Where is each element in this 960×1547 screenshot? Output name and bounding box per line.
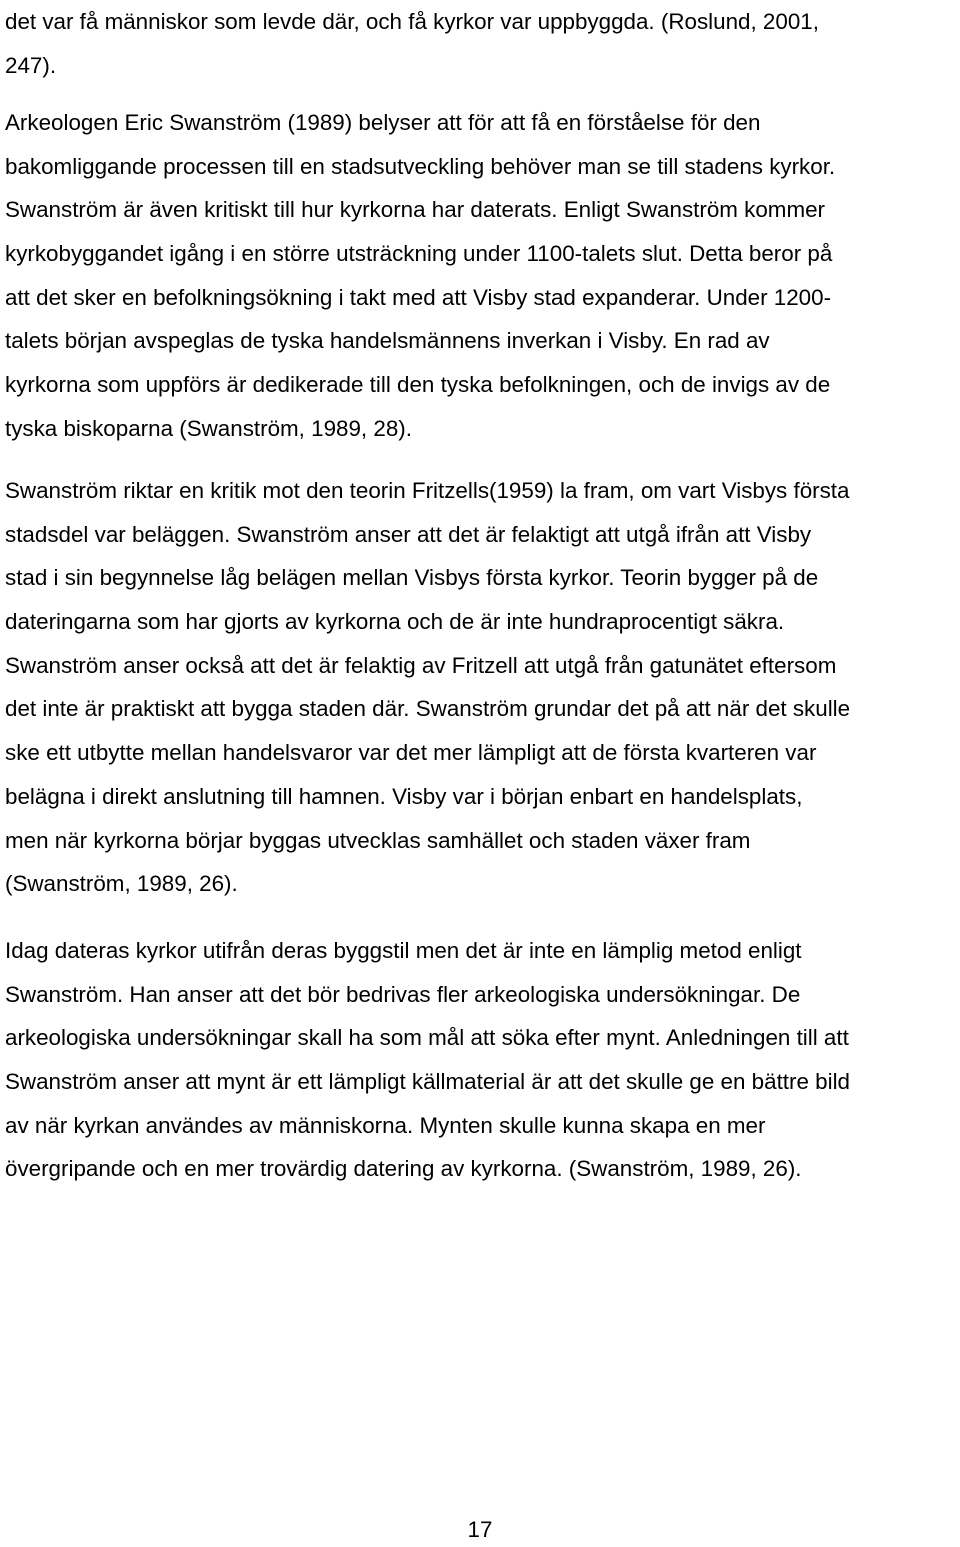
paragraph-fritzell-critique: [5, 469, 850, 906]
paragraph-swanstrom-churches: [5, 101, 835, 451]
text-line: av när kyrkan användes av människorna. Mynten skulle kunna skapa en mer: [5, 1112, 766, 1138]
text-line: övergripande och en mer trovärdig datering av kyrkorna. (Swanström, 1989, 26).: [5, 1156, 802, 1182]
text-line: det var få människor som levde där, och få kyrkor var uppbyggda. (Roslund, 2001,: [5, 9, 819, 34]
text-line: att det sker en befolkningsökning i takt med att Visby stad expanderar. Under 1200-: [5, 284, 832, 310]
text-line: ske ett utbytte mellan handelsvaror var det mer lämpligt att de första kvarteren var: [5, 740, 817, 766]
text-line: 247).: [5, 52, 57, 78]
paragraph-roslund-citation: [5, 0, 819, 87]
text-line: talets början avspeglas de tyska handelsmännens inverkan i Visby. En rad av: [5, 328, 770, 354]
text-line: kyrkobyggandet igång i en större utsträckning under 1100-talets slut. Detta beror på: [5, 241, 833, 267]
text-line: arkeologiska undersökningar skall ha som mål att söka efter mynt. Anledningen till att: [5, 1025, 849, 1051]
text-line: Swanström anser att mynt är ett lämpligt källmaterial är att det skulle ge en bättre bild: [5, 1069, 851, 1095]
text-line: kyrkorna som uppförs är dedikerade till den tyska befolkningen, och de invigs av de: [5, 372, 831, 398]
text-line: Swanström riktar en kritik mot den teorin Fritzells(1959) la fram, om vart Visbys första: [5, 478, 850, 503]
page-number: 17: [467, 1517, 493, 1542]
paragraph-dating-methods: [5, 929, 850, 1191]
text-line: Swanström. Han anser att det bör bedrivas fler arkeologiska undersökningar. De: [5, 981, 801, 1007]
text-line: tyska biskoparna (Swanström, 1989, 28).: [5, 415, 412, 441]
text-line: stad i sin begynnelse låg belägen mellan Visbys första kyrkor. Teorin bygger på de: [5, 565, 819, 591]
text-line: Arkeologen Eric Swanström (1989) belyser att för att få en förståelse för den: [5, 110, 761, 135]
text-line: Swanström anser också att det är felaktig av Fritzell att utgå från gatunätet eftersom: [5, 652, 837, 678]
text-line: belägna i direkt anslutning till hamnen. Visby var i början enbart en handelsplats,: [5, 783, 803, 809]
text-line: stadsdel var beläggen. Swanström anser att det är felaktigt att utgå ifrån att Visby: [5, 521, 812, 547]
text-line: dateringarna som har gjorts av kyrkorna och de är inte hundraprocentigt säkra.: [5, 609, 785, 635]
text-line: det inte är praktiskt att bygga staden där. Swanström grundar det på att när det skulle: [5, 696, 851, 722]
text-line: (Swanström, 1989, 26).: [5, 871, 238, 897]
text-line: men när kyrkorna börjar byggas utvecklas samhället och staden växer fram: [5, 827, 751, 853]
text-line: bakomliggande processen till en stadsutveckling behöver man se till stadens kyrkor.: [5, 153, 836, 179]
text-line: Swanström är även kritiskt till hur kyrkorna har daterats. Enligt Swanström kommer: [5, 197, 826, 223]
text-line: Idag dateras kyrkor utifrån deras byggstil men det är inte en lämplig metod enligt: [5, 938, 802, 963]
